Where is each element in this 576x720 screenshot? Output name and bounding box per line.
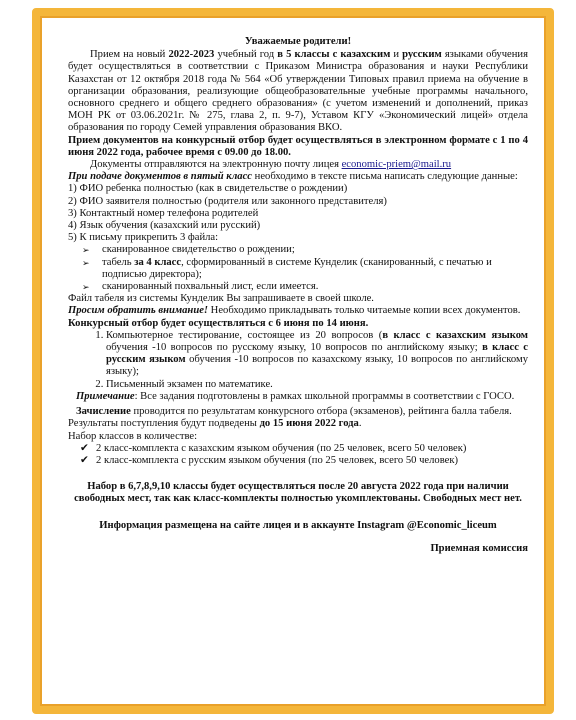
file-report-grade: за 4 класс bbox=[134, 256, 182, 268]
files-list bbox=[68, 244, 528, 293]
list-item bbox=[68, 244, 528, 256]
attention-text: Необходимо прикладывать только читаемые копии всех документов. bbox=[208, 305, 521, 317]
exam-test-text: Компьютерное тестирование, состоящее из 20 вопросов ( bbox=[106, 329, 383, 341]
set-russian: 2 класс-комплекта с русским языком обучения (по 25 человек, всего 50 человек) bbox=[96, 454, 459, 466]
arrow-bullet-icon: ➢ bbox=[82, 282, 90, 293]
fifth-grade-heading: При подаче документов в пятый класс bbox=[68, 171, 253, 183]
intro-paragraph bbox=[68, 49, 528, 134]
required-data-item: 4) Язык обучения (казахский или русский) bbox=[68, 220, 261, 232]
arrow-bullet-icon: ➢ bbox=[82, 245, 90, 256]
attention-heading: Просим обратить внимание! bbox=[68, 305, 209, 317]
arrow-bullet-icon: ➢ bbox=[82, 257, 90, 268]
fifth-grade-paragraph bbox=[68, 171, 528, 183]
email-link[interactable]: economic-priem@mail.ru bbox=[341, 159, 452, 171]
required-data-item: 1) ФИО ребенка полностью (как в свидетельстве о рождении) bbox=[68, 183, 348, 195]
intro-kazakh: в 5 классы с казахским bbox=[277, 49, 391, 61]
check-icon: ✔ bbox=[80, 442, 89, 454]
exam-math: Письменный экзамен по математике. bbox=[106, 378, 273, 390]
spacer bbox=[68, 506, 528, 520]
intro-text-g: языками обучения будет осуществляться в соответствии с Приказом Министра образования и науки Республики Казахстан от 12 октября 2018 года № 564 «Об утверждении Типовых правил приема на обучение в организации образования, реализующие общеобразовательные учебные программы начального, основного среднего и общего среднего образования» (с учетом изменений и дополнений, приказ МОН РК от 03.06.2021г. № 275, глава 2, п. 9-7), Уставом КГУ «Экономический лицей» отдела образования по городу Семей управления образования ВКО. bbox=[68, 49, 528, 134]
intro-text-c: учебный год bbox=[214, 49, 278, 61]
announcement bbox=[68, 36, 528, 555]
spacer bbox=[68, 467, 528, 481]
exam-list bbox=[68, 330, 528, 391]
intro-text-e: и bbox=[390, 49, 403, 61]
fifth-grade-text: необходимо в тексте письма написать следующие данные: bbox=[252, 171, 518, 183]
required-data-item: 3) Контактный номер телефона родителей bbox=[68, 207, 259, 219]
other-grades-note: Набор в 6,7,8,9,10 классы будет осуществляться после 20 августа 2022 года при наличии свободных мест, так как класс-комплекты полностью укомплектованы. Свободных мест нет. bbox=[74, 481, 522, 505]
list-item bbox=[68, 281, 528, 293]
report-card-note: Файл табеля из системы Кунделик Вы запрашиваете в своей школе. bbox=[68, 293, 374, 305]
submission-dates: Прием документов на конкурсный отбор будет осуществляться в электронном формате с 1 по 4 июня 2022 года, рабочее время с 09.00 до 18.00. bbox=[68, 134, 528, 158]
note-label: Примечание bbox=[76, 390, 135, 402]
list-item bbox=[106, 379, 528, 391]
results-paragraph bbox=[68, 418, 528, 430]
sets-list bbox=[68, 443, 528, 467]
results-text: Результаты поступления будут подведены bbox=[68, 418, 260, 430]
list-item bbox=[68, 455, 528, 467]
check-icon: ✔ bbox=[80, 454, 89, 466]
required-data-item: 2) ФИО заявителя полностью (родителя или законного представителя) bbox=[68, 195, 387, 207]
selection-dates: Конкурсный отбор будет осуществляться с 6 июня по 14 июня. bbox=[68, 317, 369, 329]
info-line: Информация размещена на сайте лицея и в аккаунте Instagram @Economic_liceum bbox=[99, 519, 497, 531]
exam-test-text-c: обучения -10 вопросов по русскому языку, 10 вопросов по английскому языку; bbox=[106, 342, 483, 354]
exam-test-text-e: обучения -10 вопросов по казахскому языку, 10 вопросов по английскому языку); bbox=[106, 354, 529, 378]
spacer bbox=[68, 532, 528, 543]
email-paragraph bbox=[68, 159, 528, 171]
file-report-rest: , сформированный в системе Кунделик (сканированный, с печатью и подписью директора); bbox=[102, 256, 492, 280]
enroll-label: Зачисление bbox=[76, 406, 131, 418]
sets-title: Набор классов в количестве: bbox=[68, 430, 198, 442]
note-text: : Все задания подготовлены в рамках школьной программы в соответствии с ГОСО. bbox=[134, 390, 515, 402]
required-data-item: 5) К письму прикрепить 3 файла: bbox=[68, 232, 219, 244]
enroll-paragraph bbox=[68, 406, 528, 418]
note-paragraph bbox=[68, 391, 528, 403]
set-kazakh: 2 класс-комплекта с казахским языком обучения (по 25 человек, всего 50 человек) bbox=[96, 442, 467, 454]
results-end: . bbox=[358, 418, 362, 430]
attention-paragraph bbox=[68, 305, 528, 317]
exam-kazakh-class: в класс с казахским языком bbox=[382, 329, 528, 341]
email-text: Документы отправляются на электронную почту лицея bbox=[90, 159, 342, 171]
file-report-text: табель bbox=[102, 256, 135, 268]
intro-text-a: Прием на новый bbox=[90, 49, 169, 61]
results-date: до 15 июня 2022 года bbox=[259, 418, 359, 430]
enroll-text: проводится по результатам конкурсного отбора (экзаменов), рейтинга балла табеля. bbox=[130, 406, 512, 418]
file-birth-certificate: сканированное свидетельство о рождении; bbox=[102, 244, 295, 256]
page-title: Уважаемые родители! bbox=[244, 36, 352, 47]
intro-year: 2022-2023 bbox=[168, 49, 215, 61]
intro-russian: русским bbox=[402, 49, 442, 61]
list-item bbox=[68, 443, 528, 455]
list-item bbox=[106, 330, 528, 379]
exam-russian-class: в класс с русским языком bbox=[106, 342, 528, 366]
list-item bbox=[68, 257, 528, 281]
signature: Приемная комиссия bbox=[430, 542, 528, 554]
file-praise-sheet: сканированный похвальный лист, если имеется. bbox=[102, 281, 319, 293]
